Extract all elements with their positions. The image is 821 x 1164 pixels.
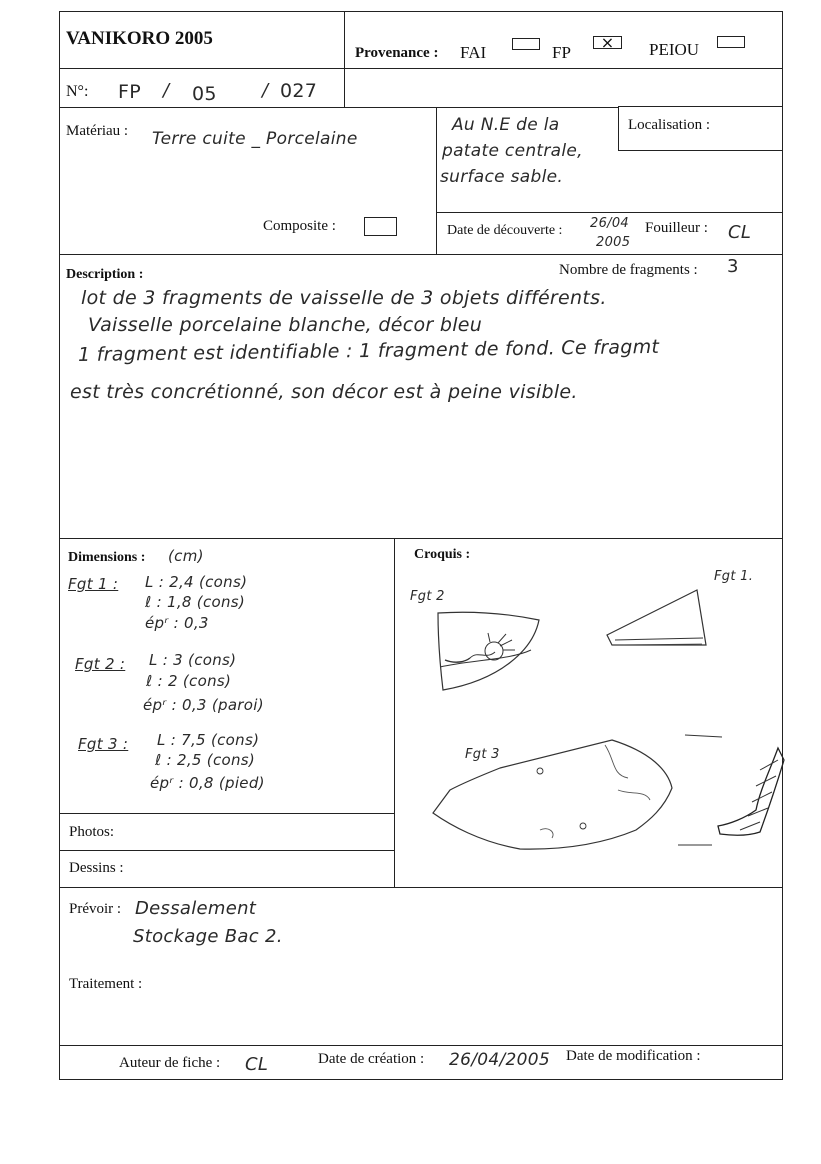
materiau-value: Terre cuite _ Porcelaine bbox=[152, 129, 358, 149]
croquis-fgt3-label: Fgt 3 bbox=[465, 747, 500, 762]
divider bbox=[59, 538, 783, 539]
fgt2-name: Fgt 2 : bbox=[75, 655, 126, 673]
divider bbox=[344, 11, 345, 107]
fgt2-thickness: épʳ : 0,3 (paroi) bbox=[143, 696, 264, 714]
divider bbox=[59, 813, 394, 814]
checkbox-fai[interactable] bbox=[512, 38, 540, 50]
description-line-1: lot de 3 fragments de vaisselle de 3 objets différents. bbox=[81, 287, 607, 309]
number-year: 05 bbox=[192, 83, 217, 105]
composite-label: Composite : bbox=[263, 218, 336, 234]
dimensions-label: Dimensions : bbox=[68, 550, 146, 565]
creation-date-value: 26/04/2005 bbox=[449, 1050, 550, 1070]
divider bbox=[59, 1045, 783, 1046]
discovery-label: Date de découverte : bbox=[447, 223, 563, 238]
fgt3-length: L : 7,5 (cons) bbox=[157, 731, 260, 749]
discovery-date-year: 2005 bbox=[596, 235, 631, 250]
number-index: 027 bbox=[280, 80, 318, 102]
prevoir-label: Prévoir : bbox=[69, 901, 122, 917]
fgt3-name: Fgt 3 : bbox=[78, 735, 129, 753]
creation-date-label: Date de création : bbox=[318, 1051, 425, 1067]
fgt2-length: L : 3 (cons) bbox=[149, 651, 237, 669]
description-line-2: Vaisselle porcelaine blanche, décor bleu bbox=[88, 314, 483, 336]
fgt1-thickness: épʳ : 0,3 bbox=[145, 614, 209, 632]
description-line-3: 1 fragment est identifiable : 1 fragment de fond. Ce fragmt bbox=[77, 335, 660, 366]
checkbox-peiou[interactable] bbox=[717, 36, 745, 48]
croquis-fgt2-label: Fgt 2 bbox=[410, 589, 445, 604]
author-label: Auteur de fiche : bbox=[119, 1055, 221, 1071]
location-line-1: Au N.E de la bbox=[452, 115, 560, 135]
fgt3-width: ℓ : 2,5 (cons) bbox=[155, 751, 256, 769]
croquis-fgt1-label: Fgt 1. bbox=[714, 569, 754, 584]
location-line-3: surface sable. bbox=[440, 167, 564, 187]
option-fai-label: FAI bbox=[460, 43, 487, 62]
fgt1-name: Fgt 1 : bbox=[68, 575, 119, 593]
record-form bbox=[59, 11, 783, 1080]
traitement-label: Traitement : bbox=[69, 976, 143, 992]
checkbox-fp[interactable] bbox=[593, 33, 622, 52]
dessins-label: Dessins : bbox=[69, 860, 124, 876]
fgt1-width: ℓ : 1,8 (cons) bbox=[145, 593, 246, 611]
provenance-label: Provenance : bbox=[355, 45, 439, 61]
prevoir-line-2: Stockage Bac 2. bbox=[133, 926, 283, 947]
fgt3-thickness: épʳ : 0,8 (pied) bbox=[150, 774, 265, 792]
fouilleur-label: Fouilleur : bbox=[645, 220, 708, 236]
description-label: Description : bbox=[66, 267, 144, 282]
divider bbox=[59, 254, 783, 255]
divider bbox=[59, 887, 783, 888]
divider bbox=[59, 850, 394, 851]
fgt2-width: ℓ : 2 (cons) bbox=[146, 672, 232, 690]
fgt1-length: L : 2,4 (cons) bbox=[145, 573, 248, 591]
divider bbox=[436, 212, 783, 213]
composite-checkbox[interactable] bbox=[364, 217, 397, 236]
number-label: N°: bbox=[66, 83, 89, 100]
location-line-2: patate centrale, bbox=[442, 141, 583, 161]
author-value: CL bbox=[245, 1054, 269, 1075]
description-line-4: est très concrétionné, son décor est à peine visible. bbox=[70, 381, 578, 403]
option-fp-label: FP bbox=[552, 43, 571, 62]
number-sep-2: / bbox=[262, 80, 269, 101]
croquis-label: Croquis : bbox=[414, 547, 471, 562]
photos-label: Photos: bbox=[69, 824, 115, 840]
materiau-label: Matériau : bbox=[66, 123, 129, 139]
fragments-value: 3 bbox=[727, 256, 739, 277]
form-title: VANIKORO 2005 bbox=[66, 28, 213, 49]
option-peiou-label: PEIOU bbox=[649, 40, 700, 59]
dimensions-unit: (cm) bbox=[168, 547, 204, 565]
number-prefix: FP bbox=[118, 81, 141, 103]
divider bbox=[394, 538, 395, 887]
modification-date-label: Date de modification : bbox=[566, 1048, 701, 1064]
discovery-date-day: 26/04 bbox=[590, 216, 629, 231]
check-mark-icon: × bbox=[600, 33, 615, 52]
prevoir-line-1: Dessalement bbox=[135, 898, 257, 919]
divider bbox=[59, 68, 783, 69]
divider bbox=[436, 107, 437, 254]
localisation-label: Localisation : bbox=[628, 117, 711, 133]
number-sep-1: / bbox=[163, 80, 170, 101]
fouilleur-value: CL bbox=[728, 222, 752, 243]
fragments-label: Nombre de fragments : bbox=[559, 262, 698, 278]
